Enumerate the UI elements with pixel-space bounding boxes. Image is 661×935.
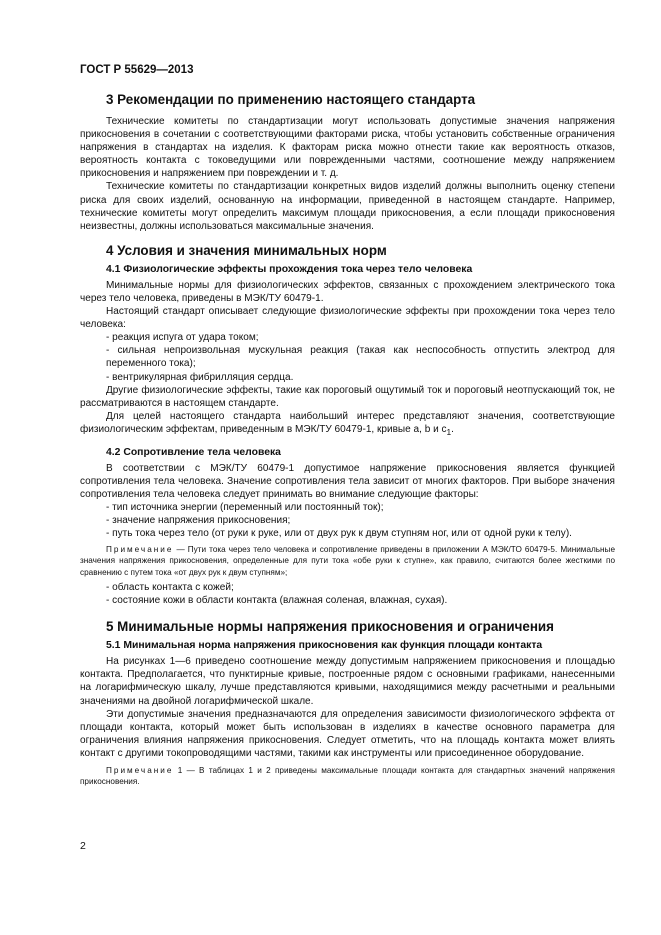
list-item: - сильная непроизвольная мускульная реакция (такая как неспособность отпустить электрод для переменного тока); (80, 344, 615, 370)
list-item: - значение напряжения прикосновения; (80, 514, 615, 527)
paragraph: Технические комитеты по стандартизации могут использовать допустимые значения напряжения прикосновения в сочетании с соответствующими факторами риска, чтобы установить собственные ограничения напряжения в стандартах на изделия. К факторам риска можно отнести такие как вероятность отказов, вероятность контакта с токоведущими или поврежденными частями, соотношение между напряжением прикосновения и напряжением при повреждении и т. д. (80, 116, 615, 180)
note (80, 544, 615, 579)
note (80, 765, 615, 788)
subscript: 1 (446, 426, 452, 437)
section-4-1-heading: 4.1 Физиологические эффекты прохождения тока через тело человека (106, 263, 473, 275)
section-4-heading: 4 Условия и значения минимальных норм (106, 242, 387, 258)
note-text: — Пути тока через тело человека и сопротивление приведены в приложении А МЭК/ТО 60479-5. Минимальные значения напряжения прикосновения, определенные для пути тока «обе руки к ступне», как правило, считаются более жесткими по сравнению с путем тока «от двух рук к двум ступням»; (80, 544, 615, 577)
paragraph: На рисунках 1—6 приведено соотношение между допустимым напряжением прикосновения и площадью контакта. Предполагается, что пунктирные кривые, построенные рядом с основными графиками, нанесенными на логарифмическую шкалу, лучше представляются кривыми, находящимися между расчетными и реальными значениями на двойной логарифмической шкале. (80, 656, 615, 707)
list-item: - тип источника энергии (переменный или постоянный ток); (80, 501, 615, 514)
paragraph-end: . (451, 423, 454, 435)
note-label: Примечание (106, 544, 174, 554)
paragraph: Другие физиологические эффекты, такие как пороговый ощутимый ток и пороговый неотпускающий ток, не рассматриваются в настоящем стандарте. (80, 384, 615, 409)
note-text: 1 — В таблицах 1 и 2 приведены максимальные площади контакта для стандартных значений напряжения прикосновения. (80, 765, 615, 787)
section-4-2-heading: 4.2 Сопротивление тела человека (106, 446, 281, 458)
note-label: Примечание (106, 765, 174, 775)
document-body (80, 91, 615, 788)
page-number: 2 (80, 840, 86, 852)
list-item: - область контакта с кожей; (80, 581, 615, 594)
paragraph: Настоящий стандарт описывает следующие физиологические эффекты при прохождении тока через тело человека: (80, 306, 615, 331)
section-3-heading: 3 Рекомендации по применению настоящего стандарта (106, 92, 476, 107)
list-item: - путь тока через тело (от руки к руке, или от двух рук к двум ступням ног, или от одной руки к телу). (80, 527, 615, 540)
paragraph: Эти допустимые значения предназначаются для определения зависимости физиологического эффекта от площади контакта, который может быть использован в изделиях в качестве основного параметра для ограничения влияния напряжения прикосновения. Следует отметить, что на площадь контакта может влиять контакт с другими токопроводящими частями, такими как инструменты или присоединенное оборудование. (80, 708, 615, 759)
paragraph: В соответствии с МЭК/ТУ 60479-1 допустимое напряжение прикосновения является функцией сопротивления тела человека. Значение сопротивления тела зависит от многих факторов. При выборе значения сопротивления тела человека следует принимать во внимание следующие факторы: (80, 462, 615, 501)
document-header: ГОСТ Р 55629—2013 (80, 64, 194, 76)
list-item: - вентрикулярная фибрилляция сердца. (80, 371, 615, 384)
section-5-1-heading: 5.1 Минимальная норма напряжения прикосновения как функция площади контакта (106, 640, 543, 652)
list-item: - реакция испуга от удара током; (80, 331, 615, 344)
paragraph: Минимальные нормы для физиологических эффектов, связанных с прохождением электрического тока через тело человека, приведены в МЭК/ТУ 60479-1. (80, 279, 615, 304)
paragraph-text: Для целей настоящего стандарта наибольший интерес представляют значения, соответствующие физиологическим эффектам, приведенным в МЭК/ТУ 60479-1, кривые a, b и c (80, 410, 615, 435)
paragraph (80, 410, 615, 439)
list-item: - состояние кожи в области контакта (влажная соленая, влажная, сухая). (80, 594, 615, 607)
paragraph: Технические комитеты по стандартизации конкретных видов изделий должны выполнить оценку степени риска для своих изделий, основанную на информации, приведенной в настоящем стандарте. Например, технические комитеты могут определить максимум площади прикосновения, а если площади прикосновения неизвестны, должны использоваться максимальные значения. (80, 181, 615, 232)
section-5-heading: 5 Минимальные нормы напряжения прикосновения и ограничения (106, 619, 554, 635)
